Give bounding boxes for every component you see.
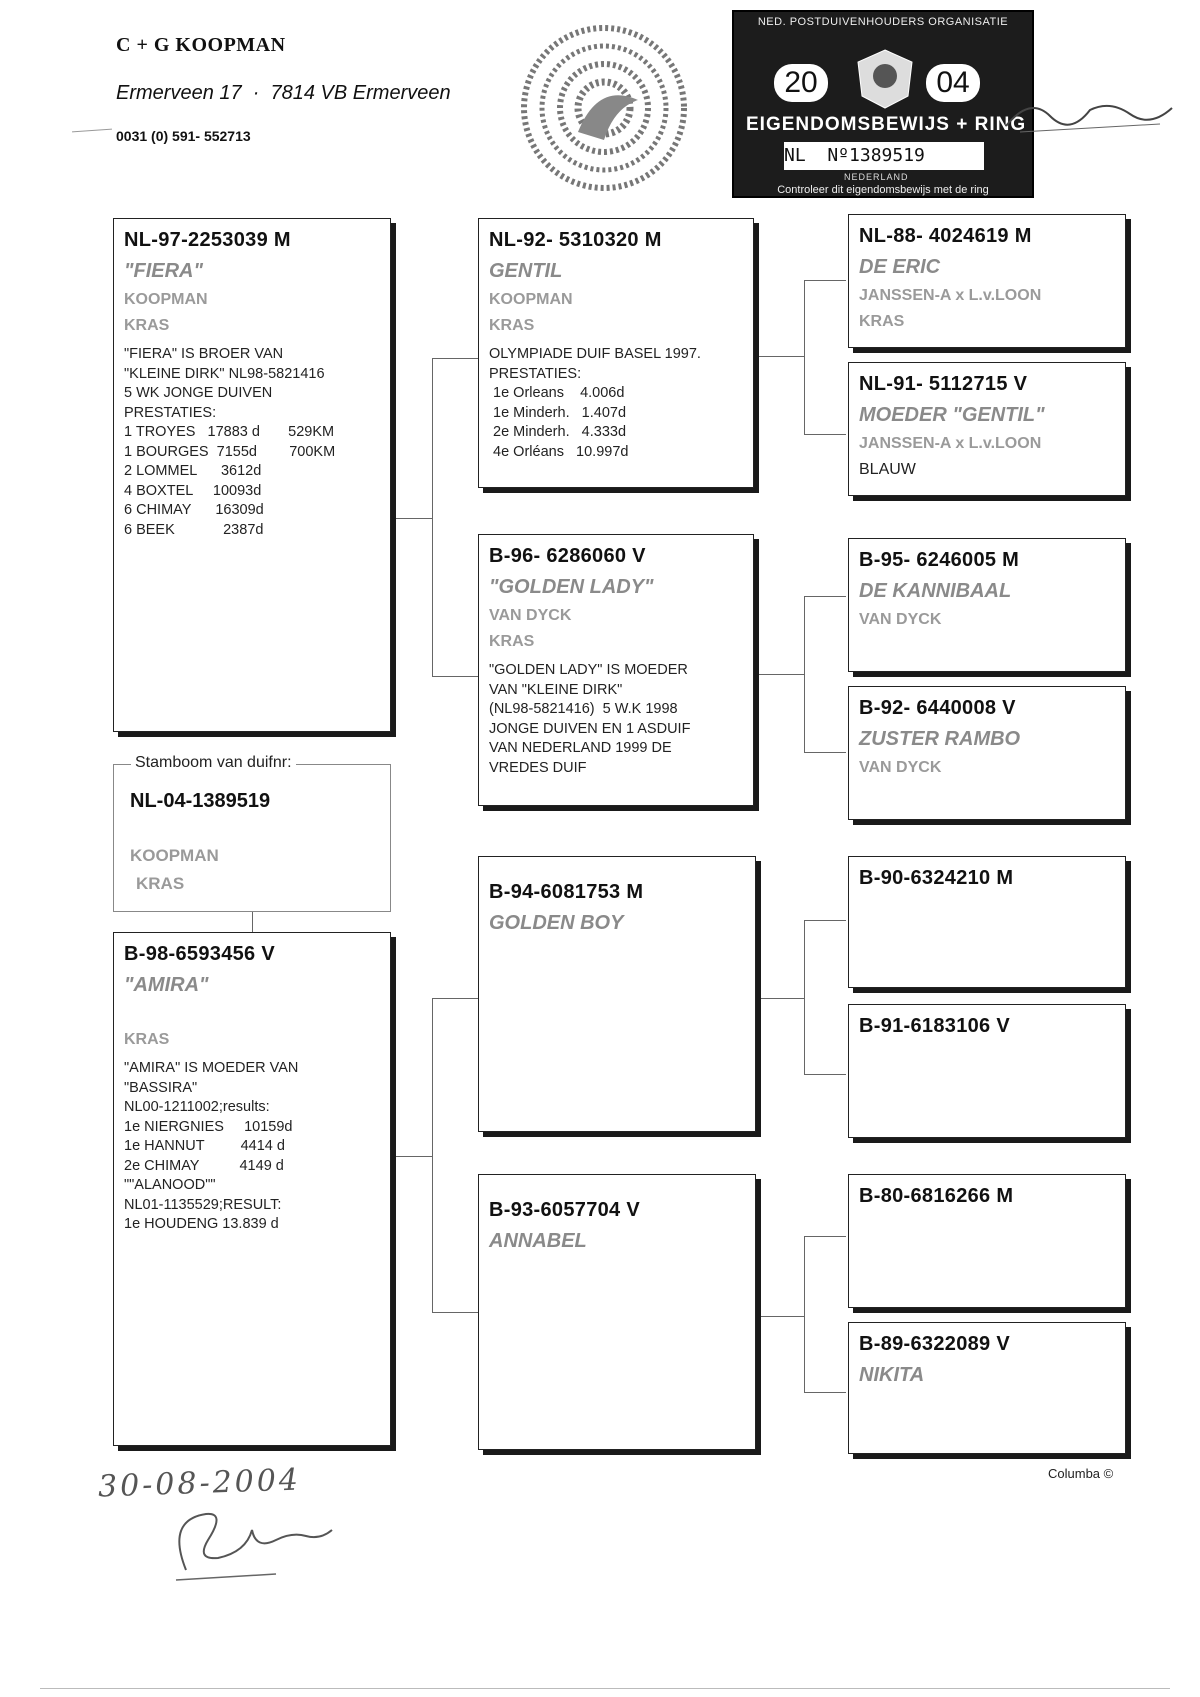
sire-sire-sire-breeder: JANSSEN-A x L.v.LOON xyxy=(859,287,1042,304)
subject-strain: KRAS xyxy=(136,874,185,893)
sire-dam-card xyxy=(478,534,754,806)
sire-sire-dam-name: MOEDER "GENTIL" xyxy=(859,404,1045,426)
breeder-address: Ermerveen 17 · 7814 VB Ermerveen xyxy=(116,82,451,104)
stamp-country: NEDERLAND xyxy=(844,172,909,182)
bottom-rule xyxy=(40,1688,1170,1689)
stamp-year-right: 04 xyxy=(926,64,980,102)
sire-dam-breeder: VAN DYCK xyxy=(489,607,572,624)
sire-sire-notes xyxy=(489,345,743,462)
sire-dam-dam-name: ZUSTER RAMBO xyxy=(859,728,1021,750)
sire-dam-sire-card xyxy=(848,538,1126,672)
sire-dam-name: "GOLDEN LADY" xyxy=(489,576,654,598)
stamp-year-left: 20 xyxy=(774,64,828,102)
sire-sire-breeder: KOOPMAN xyxy=(489,291,573,308)
note-line: 2e Minderh. 4.333d xyxy=(489,424,627,440)
handwritten-signature xyxy=(156,1500,336,1586)
dam-notes xyxy=(124,1059,380,1235)
note-line: 1e HANNUT 4414 d xyxy=(124,1138,285,1154)
sire-sire-dam-card xyxy=(848,362,1126,496)
lion-crest-icon xyxy=(852,46,918,112)
note-line: OLYMPIADE DUIF BASEL 1997. xyxy=(489,346,701,362)
dam-card xyxy=(113,932,391,1446)
dam-dam-dam-card xyxy=(848,1322,1126,1454)
note-line: 2e CHIMAY 4149 d xyxy=(124,1157,284,1174)
subject-breeder: KOOPMAN xyxy=(130,846,219,865)
note-line: PRESTATIES: xyxy=(489,365,582,382)
note-line: 5 WK JONGE DUIVEN xyxy=(124,385,273,401)
sire-strain: KRAS xyxy=(124,317,170,334)
sire-sire-dam-ring: NL-91- 5112715 V xyxy=(859,373,1028,395)
dam-sire-dam-card xyxy=(848,1004,1126,1138)
note-line: "KLEINE DIRK" NL98-5821416 xyxy=(124,365,325,382)
note-line: 6 BEEK 2387d xyxy=(124,521,264,538)
note-line: 4 BOXTEL 10093d xyxy=(124,482,262,499)
stamp-title: EIGENDOMSBEWIJS + RING xyxy=(746,114,1027,135)
sire-sire-sire-name: DE ERIC xyxy=(859,256,941,278)
note-line: ""ALANOOD"" xyxy=(124,1177,216,1193)
sire-dam-sire-breeder: VAN DYCK xyxy=(859,611,942,628)
note-line: "BASSIRA" xyxy=(124,1079,198,1096)
sire-dam-dam-card xyxy=(848,686,1126,820)
sire-name: "FIERA" xyxy=(124,260,203,282)
note-line: JONGE DUIVEN EN 1 ASDUIF xyxy=(489,720,691,737)
sire-dam-sire-name: DE KANNIBAAL xyxy=(859,580,1012,602)
note-line: VREDES DUIF xyxy=(489,759,587,776)
dam-dam-ring: B-93-6057704 V xyxy=(489,1199,640,1221)
stamp-organisation: NED. POSTDUIVENHOUDERS ORGANISATIE xyxy=(757,16,1009,28)
sire-sire-card xyxy=(478,218,754,488)
dam-sire-card xyxy=(478,856,756,1132)
note-line: 6 CHIMAY 16309d xyxy=(124,502,264,518)
dam-name: "AMIRA" xyxy=(124,974,209,996)
sire-card xyxy=(113,218,391,732)
sire-notes xyxy=(124,345,380,540)
note-line: "AMIRA" IS MOEDER VAN xyxy=(124,1060,299,1076)
stamp-footer: Controleer dit eigendomsbewijs met de ring xyxy=(777,184,989,196)
note-line: 1 BOURGES 7155d 700KM xyxy=(124,443,336,460)
dam-sire-ring: B-94-6081753 M xyxy=(489,881,644,903)
sire-sire-strain: KRAS xyxy=(489,317,535,334)
sire-sire-dam-breeder: JANSSEN-A x L.v.LOON xyxy=(859,435,1042,452)
sire-dam-strain: KRAS xyxy=(489,633,535,650)
breeder-phone: 0031 (0) 591- 552713 xyxy=(116,128,251,144)
sire-dam-sire-ring: B-95- 6246005 M xyxy=(859,549,1020,571)
note-line: VAN "KLEINE DIRK" xyxy=(489,681,623,698)
dam-sire-sire-card xyxy=(848,856,1126,988)
note-line: "FIERA" IS BROER VAN xyxy=(124,346,284,362)
breeder-name: C + G KOOPMAN xyxy=(116,34,286,56)
dam-dam-sire-card xyxy=(848,1174,1126,1308)
dam-strain: KRAS xyxy=(124,1031,170,1048)
sire-dam-dam-breeder: VAN DYCK xyxy=(859,759,942,776)
note-line: (NL98-5821416) 5 W.K 1998 xyxy=(489,701,678,717)
sire-sire-ring: NL-92- 5310320 M xyxy=(489,229,662,251)
stamp-ring-number: NL Nº1389519 xyxy=(784,142,984,170)
sire-dam-ring: B-96- 6286060 V xyxy=(489,545,646,567)
ring-certificate-stamp xyxy=(732,10,1034,198)
dam-dam-dam-name: NIKITA xyxy=(859,1364,925,1386)
note-line: "GOLDEN LADY" IS MOEDER xyxy=(489,662,688,678)
note-line: 1e HOUDENG 13.839 d xyxy=(124,1216,279,1232)
sire-sire-sire-ring: NL-88- 4024619 M xyxy=(859,225,1032,247)
dam-dam-name: ANNABEL xyxy=(489,1230,587,1252)
note-line: 4e Orléans 10.997d xyxy=(489,443,629,460)
dam-sire-sire-ring: B-90-6324210 M xyxy=(859,867,1014,889)
signature-scribble xyxy=(1000,86,1176,142)
note-line: 1 TROYES 17883 d 529KM xyxy=(124,424,335,440)
dam-dam-sire-ring: B-80-6816266 M xyxy=(859,1185,1014,1207)
sire-sire-dam-colour: BLAUW xyxy=(859,461,916,478)
sire-dam-dam-ring: B-92- 6440008 V xyxy=(859,697,1016,719)
subject-ring: NL-04-1389519 xyxy=(130,790,271,812)
sire-breeder: KOOPMAN xyxy=(124,291,208,308)
dam-dam-dam-ring: B-89-6322089 V xyxy=(859,1333,1010,1355)
note-line: 1e Minderh. 1.407d xyxy=(489,404,627,421)
note-line: 2 LOMMEL 3612d xyxy=(124,463,262,479)
sire-dam-notes xyxy=(489,661,743,778)
copyright-label: Columba © xyxy=(1048,1466,1114,1481)
note-line: 1e Orleans 4.006d xyxy=(489,385,625,401)
note-line: PRESTATIES: xyxy=(124,404,217,421)
note-line: VAN NEDERLAND 1999 DE xyxy=(489,740,672,756)
note-line: 1e NIERGNIES 10159d xyxy=(124,1118,293,1135)
sire-sire-name: GENTIL xyxy=(489,260,563,282)
dam-sire-dam-ring: B-91-6183106 V xyxy=(859,1015,1010,1037)
note-line: NL01-1135529;RESULT: xyxy=(124,1196,282,1213)
dam-dam-card xyxy=(478,1174,756,1450)
dam-sire-name: GOLDEN BOY xyxy=(489,912,624,934)
dam-ring: B-98-6593456 V xyxy=(124,943,275,965)
note-line: NL00-1211002;results: xyxy=(124,1099,270,1115)
sire-ring: NL-97-2253039 M xyxy=(124,229,291,251)
sire-sire-sire-card xyxy=(848,214,1126,348)
subject-label: Stamboom van duifnr: xyxy=(131,754,296,772)
header-divider xyxy=(72,129,112,133)
sire-sire-sire-strain: KRAS xyxy=(859,313,905,330)
club-seal-icon xyxy=(518,22,694,192)
handwritten-date: 30-08-2004 xyxy=(97,1462,302,1505)
